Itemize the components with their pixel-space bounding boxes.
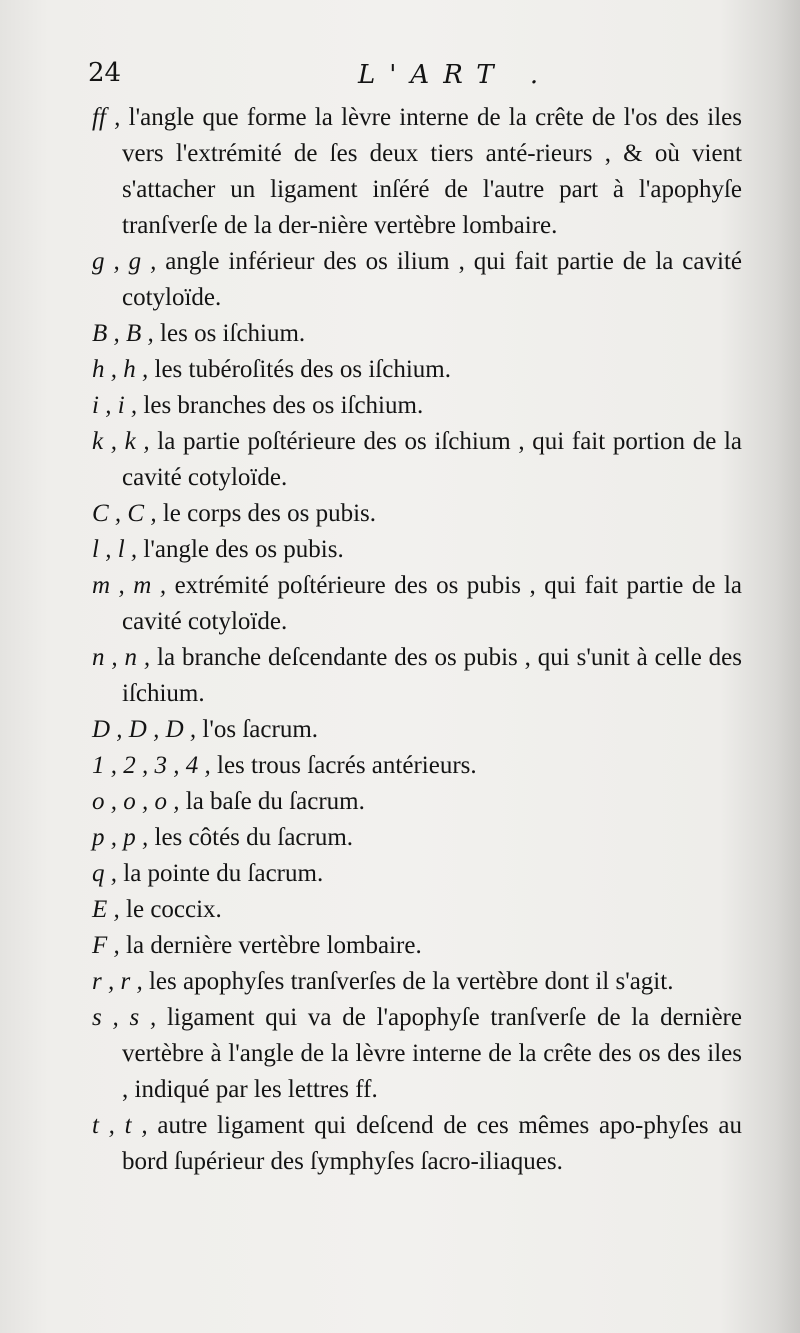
- legend-entry: [92, 496, 742, 532]
- legend-entry: [92, 100, 742, 244]
- legend-text: la partie poſtérieure des os iſchium , qui fait portion de la cavité cotyloïde.: [122, 428, 742, 491]
- legend-entry: [92, 964, 742, 1000]
- legend-text: la baſe du ſacrum.: [179, 788, 365, 815]
- legend-key: E ,: [92, 896, 120, 923]
- legend-entry: [92, 856, 742, 892]
- legend-entry: [92, 1108, 742, 1180]
- legend-key: B , B ,: [92, 320, 154, 347]
- legend-key: m , m ,: [92, 572, 167, 599]
- legend-key: ff ,: [92, 104, 121, 131]
- legend-text: l'os ſacrum.: [196, 716, 319, 743]
- legend-text: l'angle que forme la lèvre interne de la crête de l'os des iles vers l'extrémité de ſes deux tiers anté-rieurs , & où vient s'attacher un ligament inſéré de l'autre part à l'apophyſe tranſverſe de la der-nière vertèbre lombaire.: [120, 104, 742, 239]
- legend-key: i , i ,: [92, 392, 138, 419]
- legend-key: h , h ,: [92, 356, 149, 383]
- legend-key: g , g ,: [92, 248, 157, 275]
- legend-entry: [92, 316, 742, 352]
- legend-key: n , n ,: [92, 644, 151, 671]
- legend-key: r , r ,: [92, 968, 143, 995]
- legend-text: l'angle des os pubis.: [137, 536, 344, 563]
- legend-key: 1 , 2 , 3 , 4 ,: [92, 752, 211, 779]
- running-head: L'ART .: [358, 60, 553, 90]
- legend-entry: [92, 784, 742, 820]
- legend-entry: [92, 424, 742, 496]
- legend-text: la pointe du ſacrum.: [117, 860, 324, 887]
- legend-text: les tubéroſités des os iſchium.: [148, 356, 451, 383]
- legend-text: les branches des os iſchium.: [137, 392, 424, 419]
- legend-key: s , s ,: [92, 1004, 157, 1031]
- legend-entry: [92, 568, 742, 640]
- legend-entry: [92, 712, 742, 748]
- legend-text: ligament qui va de l'apophyſe tranſverſe de la dernière vertèbre à l'angle de la lèvre interne de la crête des os des iles , indiqué par les lettres ff.: [122, 1004, 742, 1103]
- legend-key: k , k ,: [92, 428, 150, 455]
- legend-text: extrémité poſtérieure des os pubis , qui fait partie de la cavité cotyloïde.: [122, 572, 742, 635]
- legend-entry: [92, 820, 742, 856]
- legend-text: le coccix.: [119, 896, 222, 923]
- page-number: 24: [88, 58, 122, 88]
- legend-text: la dernière vertèbre lombaire.: [119, 932, 422, 959]
- legend-key: l , l ,: [92, 536, 138, 563]
- legend-text: la branche deſcendante des os pubis , qui s'unit à celle des iſchium.: [122, 644, 743, 707]
- legend-entry: [92, 892, 742, 928]
- legend-text: le corps des os pubis.: [156, 500, 377, 527]
- legend-key: o , o , o ,: [92, 788, 180, 815]
- legend-entry: [92, 352, 742, 388]
- legend-key: t , t ,: [92, 1112, 148, 1139]
- legend-entry: [92, 748, 742, 784]
- legend-text: les os iſchium.: [153, 320, 306, 347]
- legend-text: autre ligament qui deſcend de ces mêmes apo-phyſes au bord ſupérieur des ſymphyſes ſacro-iliaques.: [122, 1112, 742, 1175]
- legend-text: les trous ſacrés antérieurs.: [210, 752, 477, 779]
- legend-list: [92, 100, 742, 1180]
- legend-entry: [92, 1000, 742, 1108]
- legend-key: F ,: [92, 932, 120, 959]
- legend-key: D , D , D ,: [92, 716, 197, 743]
- legend-text: angle inférieur des os ilium , qui fait partie de la cavité cotyloïde.: [122, 248, 742, 311]
- legend-entry: [92, 532, 742, 568]
- legend-text: les apophyſes tranſverſes de la vertèbre dont il s'agit.: [142, 968, 674, 995]
- legend-key: C , C ,: [92, 500, 157, 527]
- legend-key: q ,: [92, 860, 117, 887]
- legend-text: les côtés du ſacrum.: [148, 824, 354, 851]
- legend-entry: [92, 388, 742, 424]
- legend-entry: [92, 928, 742, 964]
- legend-key: p , p ,: [92, 824, 149, 851]
- legend-entry: [92, 244, 742, 316]
- page-header: [88, 58, 558, 98]
- legend-entry: [92, 640, 742, 712]
